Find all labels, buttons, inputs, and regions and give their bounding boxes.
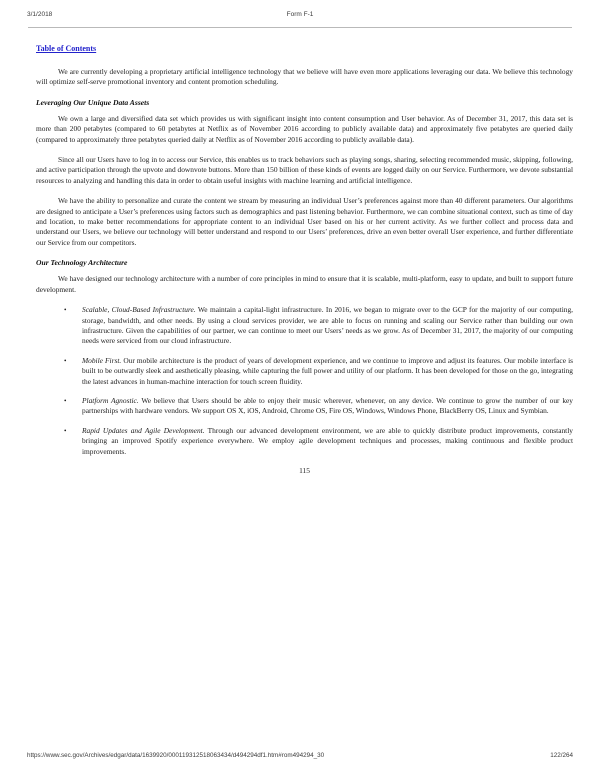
bullet-point-icon: • xyxy=(64,426,67,435)
list-item-text: Through our advanced development environment, we are able to quickly distribute product improvements, constantly bringing an improved Spotify experience everywhere. We employ agile development techniques and processes, making continuous and flexible product improvements. xyxy=(82,425,573,456)
print-header-title: Form F-1 xyxy=(286,11,314,18)
paragraph-architecture-intro: We have designed our technology architecture with a number of core principles in mind to ensure that it is scalable, multi-platform, easy to update, and built to support future development. xyxy=(36,274,573,294)
list-item-lead-in: Scalable, Cloud-Based Infrastructure. xyxy=(82,305,196,315)
list-item-text: We believe that Users should be able to enjoy their music wherever, whenever, on any device. We continue to grow the number of our key partnerships with hardware vendors. We support OS X, iOS, Android, Chrome OS, Fire OS, Windows, Windows Phone, BlackBerry OS, Linux and Symbian. xyxy=(82,395,573,416)
list-item-text: Our mobile architecture is the product of years of development experience, and we continue to improve and adjust its features. Our mobile interface is built to be outwardly sleek and aesthetically pleasing, while capturing the full power and utility of our platform. It has been developed for those on the go, integrating the latest advances in human-machine interaction for touch screen fluidity. xyxy=(82,355,574,386)
list-item xyxy=(36,356,573,387)
list-item-text: We maintain a capital-light infrastructure. In 2016, we began to migrate over to the GCP for the majority of our computing, storage, bandwidth, and other needs. By using a cloud services provider, we are able to focus on running and scaling our Service rather than building our own infrastructure. Given the capabilities of our partner, we can continue to meet our Users’ needs as we grow. As of December 31, 2017, the majority of our computing needs were serviced from our cloud infrastructure. xyxy=(82,305,574,346)
print-footer xyxy=(0,752,600,764)
section-heading-technology-architecture: Our Technology Architecture xyxy=(36,258,128,268)
bullet-point-icon: • xyxy=(64,396,67,405)
list-item-lead-in: Mobile First. xyxy=(82,355,122,365)
bullet-point-icon: • xyxy=(64,356,67,365)
list-item-lead-in: Rapid Updates and Agile Development. xyxy=(82,425,205,435)
paragraph-user-behaviors: Since all our Users have to log in to access our Service, this enables us to track behaviors such as playing songs, sharing, selecting recommended music, skipping, following, and active participation through the upvote and downvote buttons. More than 150 billion of these kinds of events are logged daily on our Service. Furthermore, we devote substantial resources to analyzing and handling this data in order to obtain useful insights with machine learning and artificial intelligence. xyxy=(36,155,573,185)
list-item xyxy=(36,426,573,457)
header-divider xyxy=(28,27,572,28)
print-header xyxy=(0,11,600,25)
print-footer-page-count: 122/264 xyxy=(550,752,573,759)
paragraph-personalization: We have the ability to personalize and curate the content we stream by measuring an individual User’s preferences against more than 40 different parameters. Our algorithms are designed to anticipate a User’s preferences using factors such as demographics and past listening behavior. Furthermore, we can combine situational context, such as time of day and location, to make better recommendations for appropriate content to an individual User based on his or her current activity. As we further collect and process data and understand our Users, we believe our technology will better understand and respond to our Users’ preferences, drive an even better overall User experience, and further differentiate our Service from our competitors. xyxy=(36,196,573,247)
table-of-contents-link[interactable]: Table of Contents xyxy=(36,44,97,53)
list-item-lead-in: Platform Agnostic. xyxy=(82,395,139,405)
print-header-date: 3/1/2018 xyxy=(27,11,53,18)
architecture-principles-list xyxy=(36,305,573,457)
list-item xyxy=(36,305,573,347)
list-item xyxy=(36,396,573,417)
document-body xyxy=(36,38,573,476)
bullet-point-icon: • xyxy=(64,306,67,315)
page-number: 115 xyxy=(299,465,310,475)
paragraph-data-set: We own a large and diversified data set which provides us with significant insight into content consumption and User behavior. As of December 31, 2017, this data set is more than 200 petabytes (compared to 60 petabytes at Netflix as of November 2016 according to publicly available data) and approximately five petabytes are queried daily (compared to approximately three petabytes queried daily at Netflix as of November 2016 according to publicly available data). xyxy=(36,113,573,144)
print-footer-url: https://www.sec.gov/Archives/edgar/data/1639920/000119312518063434/d494294df1.htm#rom494294_30 xyxy=(27,752,325,759)
intro-paragraph: We are currently developing a proprietary artificial intelligence technology that we believe will have even more applications leveraging our data. We believe this technology will optimize self-serve promotional inventory and content promotion scheduling. xyxy=(36,67,573,87)
section-heading-data-assets: Leveraging Our Unique Data Assets xyxy=(36,97,150,107)
